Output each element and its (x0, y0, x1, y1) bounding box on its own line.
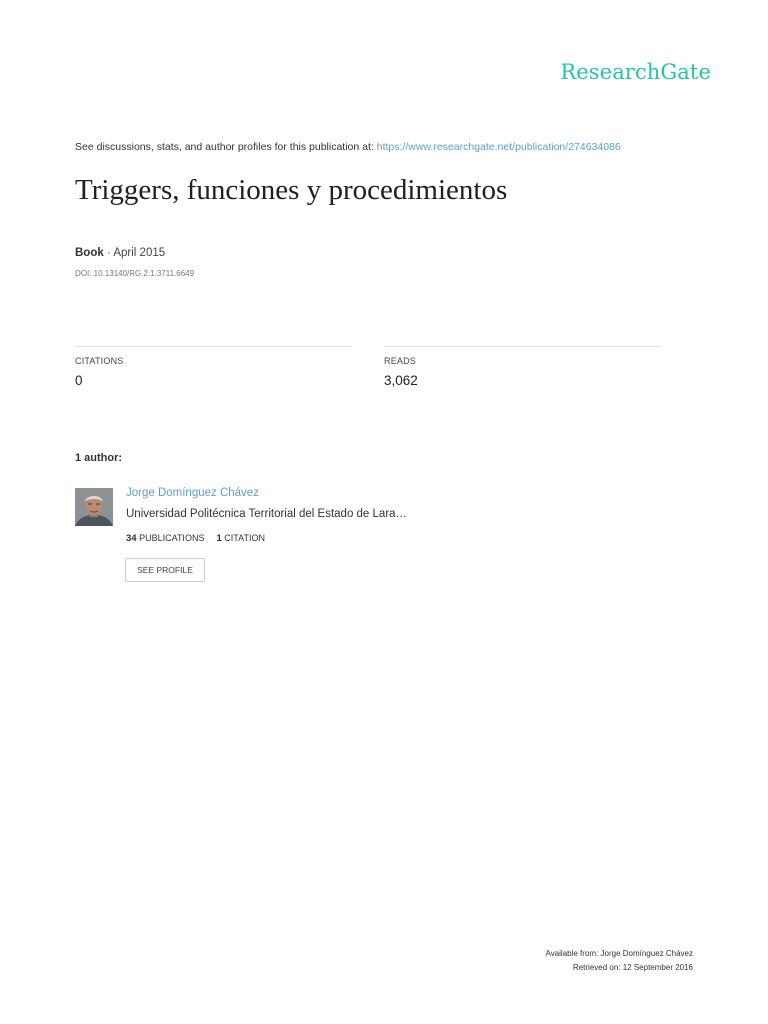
reads-value: 3,062 (384, 373, 418, 388)
footer-retrieved-on: Retrieved on: 12 September 2016 (572, 963, 693, 972)
meta-separator: · (103, 247, 114, 259)
publication-date: April 2015 (113, 247, 166, 259)
intro-line (75, 141, 621, 153)
author-avatar[interactable] (75, 488, 113, 526)
authors-heading: 1 author: (75, 452, 123, 464)
author-citations-count: 1 (216, 533, 222, 544)
author-publications-count: 34 (126, 533, 137, 544)
reads-stat (384, 346, 661, 388)
author-stats (126, 533, 265, 544)
intro-text: See discussions, stats, and author profiles for this publication at: (75, 141, 377, 153)
reads-label: READS (384, 356, 417, 366)
author-photo-icon (75, 488, 113, 526)
footer-available-from: Available from: Jorge Domínguez Chávez (545, 949, 693, 958)
publication-meta (75, 247, 165, 259)
citations-value: 0 (75, 373, 83, 388)
see-profile-button[interactable]: SEE PROFILE (125, 558, 205, 582)
author-citations-label: CITATION (224, 533, 265, 543)
author-institution: Universidad Politécnica Territorial del Estado de Lara… (126, 508, 408, 520)
researchgate-logo[interactable]: ResearchGate (560, 60, 711, 84)
publication-link[interactable]: https://www.researchgate.net/publication/274634086 (376, 141, 621, 153)
publication-type: Book (75, 247, 104, 259)
publication-doi: DOI: 10.13140/RG.2.1.3711.6649 (75, 269, 195, 278)
author-name-link[interactable]: Jorge Domínguez Chávez (126, 487, 259, 499)
publication-title: Triggers, funciones y procedimientos (75, 174, 508, 206)
footer (546, 947, 693, 975)
citations-label: CITATIONS (75, 356, 124, 366)
citations-stat (75, 346, 352, 388)
author-publications-label: PUBLICATIONS (139, 533, 205, 543)
